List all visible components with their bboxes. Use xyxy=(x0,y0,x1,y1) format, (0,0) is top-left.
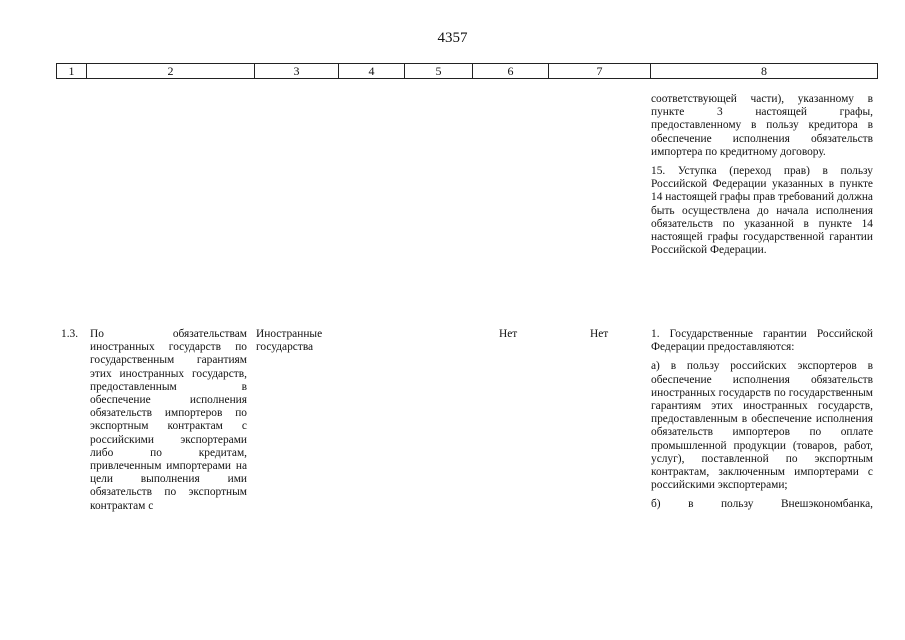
header-col-2: 2 xyxy=(87,64,255,78)
continuation-block xyxy=(651,93,873,263)
header-col-7: 7 xyxy=(549,64,651,78)
header-col-8: 8 xyxy=(761,64,767,78)
header-col-3: 3 xyxy=(255,64,339,78)
continuation-paragraph-2: 15. Уступка (переход прав) в пользу Российской Федерации указанных в пункте 14 настоящей графы прав требований должна быть осуществлена до начала исполнения обязательств по указанной в пункте 14 настоящей графы государственной гарантии Российской Федерации. xyxy=(651,165,873,257)
row-col6-value: Нет xyxy=(499,328,518,340)
header-col-4: 4 xyxy=(339,64,405,78)
header-col-1: 1 xyxy=(57,64,87,78)
conditions-paragraph-1: 1. Государственные гарантии Российской Федерации предоставляются: xyxy=(651,328,873,354)
row-col7-value: Нет xyxy=(590,328,609,340)
header-col-5: 5 xyxy=(405,64,473,78)
row-obligation-description: По обязательствам иностранных государств по государственным гарантиям этих иностранных государств, предоставленным в обеспечение исполнения обязательств импортеров по экспортным контрактам с российскими экспортерами либо по кредитам, привлеченным импортерами на цели выполнения ими обязательств по экспортным контрактам с xyxy=(90,328,247,512)
page-number: 4357 xyxy=(437,30,468,46)
conditions-paragraph-3: б) в пользу Внешэкономбанка, xyxy=(651,498,873,511)
row-beneficiary: Иностранные государства xyxy=(256,328,323,354)
conditions-paragraph-2: а) в пользу российских экспортеров в обеспечение исполнения обязательств иностранных государств по государственным гарантиям этих иностранных государств, предоставленным в обеспечение исполнения обязательств импортеров по оплате промышленной продукции (товаров, работ, услуг), поставленной по экспортным контрактам, заключенным импортерами с российскими экспортерами; xyxy=(651,360,873,492)
header-col-6: 6 xyxy=(473,64,549,78)
row-number: 1.3. xyxy=(61,328,79,340)
row-conditions-block xyxy=(651,328,873,518)
table-header-row xyxy=(56,63,878,79)
continuation-paragraph-1: соответствующей части), указанному в пункте 3 настоящей графы, предоставленному в пользу кредитора в обеспечение исполнения обязательств импортера по кредитному договору. xyxy=(651,93,873,158)
